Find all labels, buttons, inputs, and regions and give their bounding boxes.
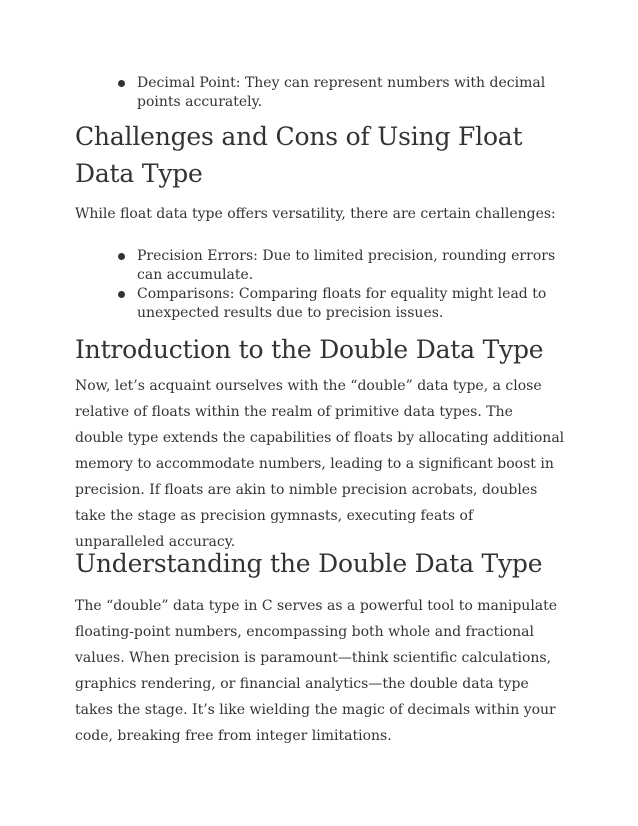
paragraph: The “double” data type in C serves as a powerful tool to manipulate floating-point numbers, encompassing both whole and fractional values. When precision is paramount—think scientific calculations, graphics rendering, or financial analytics—the double data type takes the stage. It’s like wielding the magic of decimals within your code, breaking free from integer limitations. bbox=[75, 598, 558, 744]
section-heading-introduction: Introduction to the Double Data Type bbox=[75, 335, 544, 364]
section-intro: While float data type offers versatility, there are certain challenges: bbox=[75, 206, 556, 222]
list-item bbox=[75, 247, 565, 285]
section-introduction-body bbox=[75, 373, 565, 555]
section-heading-challenges: Challenges and Cons of Using Float Data Type bbox=[75, 122, 523, 188]
list-item bbox=[75, 74, 565, 112]
list-item-text: Decimal Point: They can represent numbers with decimal points accurately. bbox=[137, 75, 546, 110]
bullet-list-decimal bbox=[75, 74, 565, 112]
bullet-list-challenges bbox=[75, 247, 565, 323]
list-item-text: Comparisons: Comparing floats for equality might lead to unexpected results due to precision issues. bbox=[137, 286, 547, 321]
section-understanding-double bbox=[75, 545, 565, 582]
section-introduction-double bbox=[75, 331, 565, 368]
list-item bbox=[75, 285, 565, 323]
section-understanding-body bbox=[75, 593, 565, 749]
paragraph: Now, let’s acquaint ourselves with the “double” data type, a close relative of floats within the realm of primitive data types. The double type extends the capabilities of floats by allocating additional memory to accommodate numbers, leading to a significant boost in precision. If floats are akin to nimble precision acrobats, doubles take the stage as precision gymnasts, executing feats of unparalleled accuracy. bbox=[75, 378, 565, 550]
list-item-text: Precision Errors: Due to limited precision, rounding errors can accumulate. bbox=[137, 248, 556, 283]
section-challenges bbox=[75, 118, 565, 192]
bullet-dot bbox=[118, 291, 125, 298]
section-heading-understanding: Understanding the Double Data Type bbox=[75, 549, 543, 578]
bullet-dot bbox=[118, 80, 125, 87]
bullet-dot bbox=[118, 253, 125, 260]
section-challenges-intro bbox=[75, 205, 565, 224]
